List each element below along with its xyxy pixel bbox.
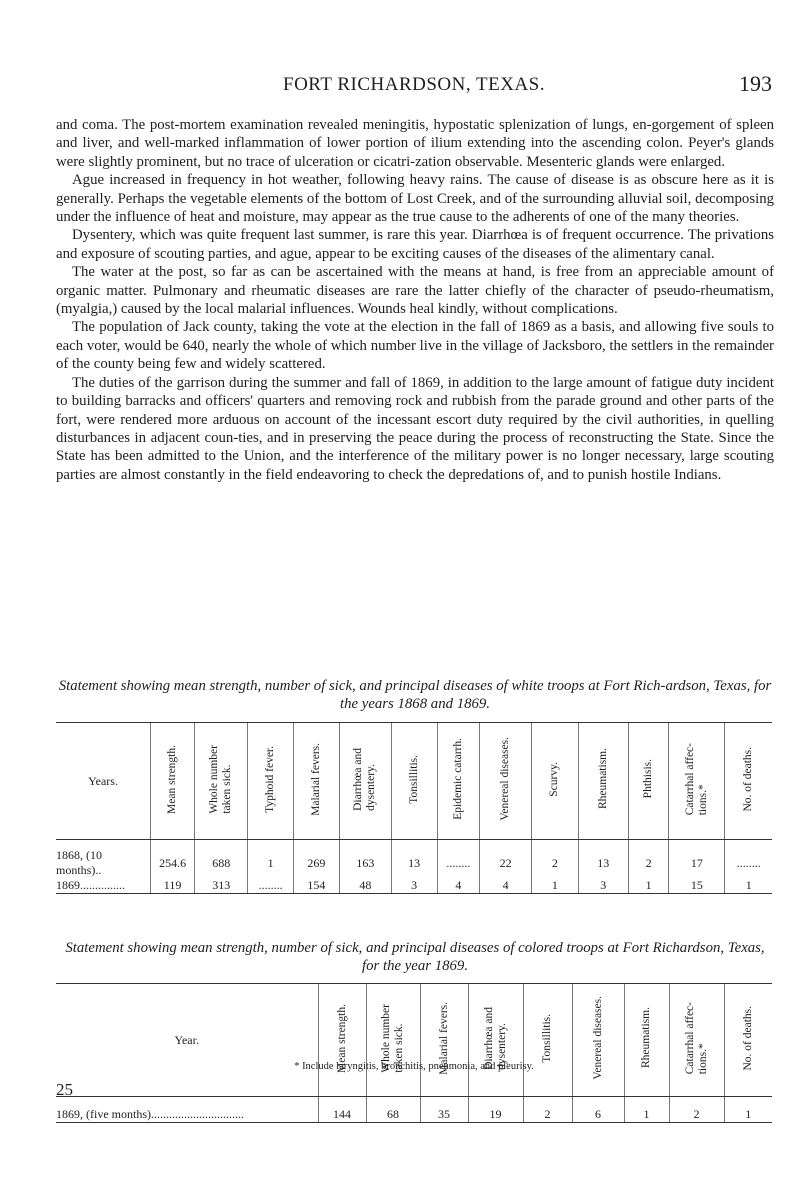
column-header: Years. [56, 723, 151, 840]
table-cell: 2 [523, 1097, 572, 1123]
table-cell: 1 [532, 878, 579, 894]
table-cell: 154 [293, 878, 339, 894]
column-header: Whole number taken sick. [195, 723, 248, 840]
table-cell: 163 [340, 840, 392, 879]
signature-mark: 25 [56, 1080, 73, 1099]
table-cell: ........ [248, 878, 293, 894]
column-header: Venereal diseases. [480, 723, 532, 840]
column-header: Catarrhal affec- tions.* [669, 723, 725, 840]
paragraph: and coma. The post-mortem examination revealed meningitis, hypostatic splenization of lungs, en-gorgement of spleen and liver, and well-marked inflammation of lower portion of ilium extending into the ascending colon. Peyer's glands were slightly prominent, but no trace of ulceration or cicatri-zation observable. Mesenteric glands were enlarged. [56, 117, 774, 170]
table-cell: 3 [578, 878, 628, 894]
table-cell: 48 [340, 878, 392, 894]
table-cell: 17 [669, 840, 725, 879]
column-header: Typhoid fever. [248, 723, 293, 840]
column-header: Malarial fevers. [293, 723, 339, 840]
table-cell: 313 [195, 878, 248, 894]
column-header: Diarrhœa and dysentery. [340, 723, 392, 840]
column-header: Venereal diseases. [572, 984, 624, 1097]
table1-caption: Statement showing mean strength, number of sick, and principal diseases of white troops at Fort Rich-ardson, Texas, for the years 1868 and 1869. [58, 678, 772, 713]
table-cell: 269 [293, 840, 339, 879]
table-header-row [56, 984, 772, 1097]
column-header: Tonsillitis. [391, 723, 437, 840]
column-header: Epidemic catarrh. [437, 723, 480, 840]
column-header: Rheumatism. [578, 723, 628, 840]
table-row [56, 1097, 772, 1123]
table-cell: 13 [578, 840, 628, 879]
column-header: Rheumatism. [624, 984, 669, 1097]
column-header: Mean strength. [151, 723, 195, 840]
table-cell: 68 [366, 1097, 420, 1123]
paragraph: The population of Jack county, taking the vote at the election in the fall of 1869 as a basis, and allowing five souls to each voter, would be 640, nearly the whole of which number live in the village of Jacksboro, the settlers in the remainder of the county being few and widely scattered. [56, 319, 774, 373]
paragraph: Dysentery, which was quite frequent last summer, is rare this year. Diarrhœa is of frequent occurrence. The privations and exposure of scouting parties, and ague, appear to be exciting causes of the diseases of the alimentary canal. [56, 227, 774, 262]
column-header: Phthisis. [628, 723, 668, 840]
column-header: No. of deaths. [725, 723, 772, 840]
column-header: Diarrhœa and dysentery. [468, 984, 523, 1097]
table-cell: 15 [669, 878, 725, 894]
table-cell: 2 [669, 1097, 724, 1123]
table-row [56, 878, 772, 894]
colored-troops-table [56, 983, 772, 1123]
table-cell: 688 [195, 840, 248, 879]
table-cell: 3 [391, 878, 437, 894]
table-cell: 35 [420, 1097, 468, 1123]
footnote: * Include laryngitis, bronchitis, pneumonia, and pleurisy. [294, 1061, 534, 1072]
table-cell: 1 [248, 840, 293, 879]
page-number: 193 [739, 71, 772, 96]
table-cell: 144 [318, 1097, 366, 1123]
table-cell: 4 [437, 878, 480, 894]
table-cell: ........ [437, 840, 480, 879]
table-cell: 2 [532, 840, 579, 879]
column-header: Tonsillitis. [523, 984, 572, 1097]
column-header: Mean strength. [318, 984, 366, 1097]
table-cell: 1868, (10 months).. [56, 848, 102, 877]
running-header [56, 71, 772, 100]
table-cell: ........ [725, 840, 772, 879]
column-header: Scurvy. [532, 723, 579, 840]
table-cell: 119 [151, 878, 195, 894]
paragraph: The duties of the garrison during the summer and fall of 1869, in addition to the large amount of fatigue duty incident to building barracks and officers' quarters and removing rock and rubbish from the parade ground and other parts of the fort, were rendered more arduous on account of the incessant escort duty required by the civil authorities, in quelling disturbances in adjacent coun-ties, and in preserving the peace during the process of reconstructing the State. Since the State has been admitted to the Union, and the interference of the military power is no longer necessary, large scouting parties are almost constantly in the field endeavoring to check the depredations of, and to punish hostile Indians. [56, 374, 774, 483]
column-header: No. of deaths. [724, 984, 772, 1097]
table-cell: 1 [725, 878, 772, 894]
table-cell: 1 [624, 1097, 669, 1123]
table2-caption: Statement showing mean strength, number of sick, and principal diseases of colored troops at Fort Richardson, Texas, for the year 1869. [65, 940, 765, 975]
column-header: Whole number taken sick. [366, 984, 420, 1097]
table-row [56, 840, 772, 879]
paragraph: Ague increased in frequency in hot weather, following heavy rains. The cause of disease is as obscure here as it is generally. Perhaps the vegetable elements of the bottom of Lost Creek, and of the surrounding alluvial soil, decomposing under the influence of heat and moisture, may appear as the true cause to the adherents of one of the many theories. [56, 172, 774, 226]
table-cell: 1 [628, 878, 668, 894]
paragraph: The water at the post, so far as can be ascertained with the means at hand, is free from an appreciable amount of organic matter. Pulmonary and rheumatic diseases are rare the latter chiefly of the character of pseudo-rheumatism, (myalgia,) caused by the local malarial influences. Wounds heal kindly, without complications. [56, 264, 774, 318]
table-cell: 4 [480, 878, 532, 894]
table-cell: 254.6 [151, 840, 195, 879]
column-header: Catarrhal affec- tions.* [669, 984, 724, 1097]
table-cell: 19 [468, 1097, 523, 1123]
column-header: Malarial fevers. [420, 984, 468, 1097]
table-cell: 6 [572, 1097, 624, 1123]
table-cell: 2 [628, 840, 668, 879]
running-title: FORT RICHARDSON, TEXAS. [283, 74, 545, 95]
table-header-row [56, 723, 772, 840]
table-cell: 13 [391, 840, 437, 879]
table-cell: 1869, (five months)............................... [56, 1097, 318, 1123]
white-troops-table [56, 722, 772, 894]
table-cell: 1869............... [56, 878, 151, 894]
table-cell: 22 [480, 840, 532, 879]
table-cell: 1 [724, 1097, 772, 1123]
body-text [56, 116, 774, 484]
column-header: Year. [56, 984, 318, 1097]
